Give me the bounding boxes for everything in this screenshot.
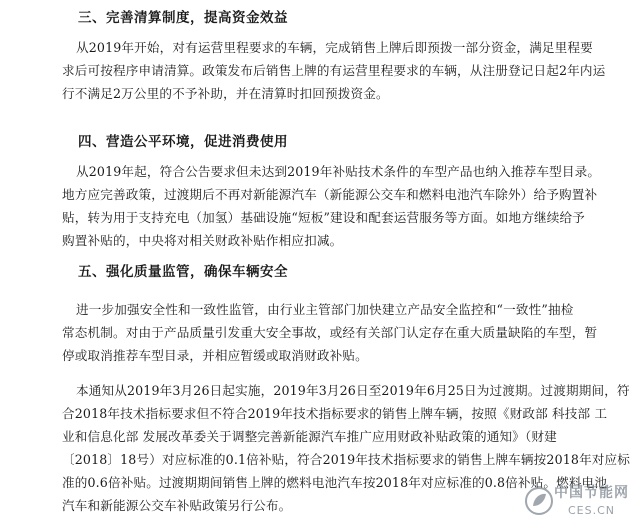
section-paragraph-5 [62, 298, 624, 367]
section-heading-5: 五、强化质量监管，确保车辆安全 [78, 264, 288, 280]
site-watermark [524, 480, 636, 524]
section-paragraph-4 [62, 160, 624, 252]
paragraph-line: 准的0.6倍补贴。过渡期期间销售上牌的燃料电池汽车按2018年对应标准的0.8倍补贴。燃料电池 [62, 475, 608, 490]
paragraph-line: 〔2018〕18号）对应标准的0.1倍补贴，符合2019年技术指标要求的销售上牌车辆按2018年对应标 [62, 452, 631, 467]
leaf-logo-icon [524, 486, 554, 516]
paragraph-line: 地方应完善政策，过渡期后不再对新能源汽车（新能源公交车和燃料电池汽车除外）给予购置补 [62, 187, 598, 202]
paragraph-line: 常态机制。对由于产品质量引发重大安全事故，或经有关部门认定存在重大质量缺陷的车型，暂 [62, 325, 598, 340]
section-heading-4: 四、营造公平环境，促进消费使用 [78, 134, 288, 150]
paragraph-line: 求后可按程序申请清算。政策发布后销售上牌的有运营里程要求的车辆，从注册登记日起2年内运 [62, 63, 606, 78]
paragraph-line: 汽车和新能源公交车补贴政策另行公布。 [62, 498, 292, 513]
section-paragraph-3 [62, 36, 624, 105]
paragraph-line: 从2019年开始，对有运营里程要求的车辆，完成销售上牌后即预拨一部分资金，满足里程要 [76, 40, 593, 55]
paragraph-line: 停或取消推荐车型目录，并相应暂缓或取消财政补贴。 [62, 348, 368, 363]
paragraph-line: 行不满足2万公里的不予补助，并在清算时扣回预拨资金。 [62, 86, 389, 101]
paragraph-line: 本通知从2019年3月26日起实施，2019年3月26日至2019年6月25日为过渡期。过渡期期间，符 [76, 383, 630, 398]
watermark-text-cn: 中国节能网 [554, 485, 629, 501]
section-heading-3: 三、完善清算制度，提高资金效益 [78, 10, 288, 26]
paragraph-line: 业和信息化部 发展改革委关于调整完善新能源汽车推广应用财政补贴政策的通知》（财建 [62, 429, 557, 444]
watermark-text-en: CES.CN [568, 504, 616, 517]
paragraph-line: 进一步加强安全性和一致性监管，由行业主管部门加快建立产品安全监控和“一致性”抽检 [76, 302, 574, 317]
paragraph-line: 合2018年技术指标要求但不符合2019年技术指标要求的销售上牌车辆，按照《财政部 科技部 工 [62, 406, 608, 421]
paragraph-line: 购置补贴的，中央将对相关财政补贴作相应扣减。 [62, 233, 343, 248]
paragraph-line: 从2019年起，符合公告要求但未达到2019年补贴技术条件的车型产品也纳入推荐车型目录。 [76, 164, 601, 179]
paragraph-line: 贴，转为用于支持充电（加氢）基础设施“短板”建设和配套运营服务等方面。如地方继续给予 [62, 210, 585, 225]
